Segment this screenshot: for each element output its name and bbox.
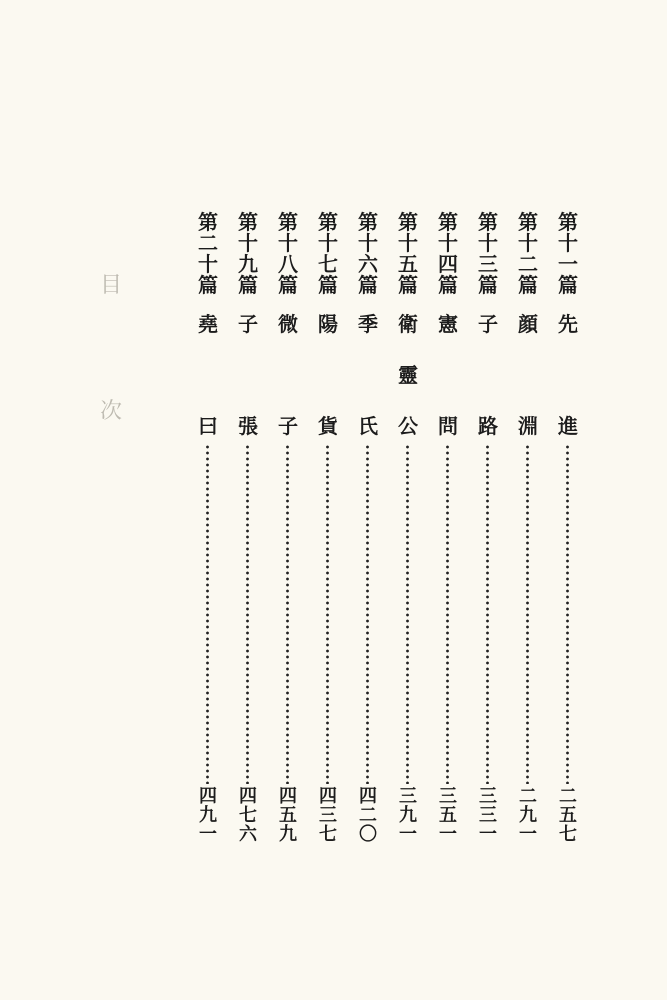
chapter-number <box>313 212 343 296</box>
toc-entry[interactable] <box>353 210 383 845</box>
chapter-char: 篇 <box>318 273 338 297</box>
chapter-title: 貨 <box>318 414 338 438</box>
chapter-title: 路 <box>478 414 498 438</box>
chapter-number <box>233 212 263 296</box>
page-number: 四 五 九 <box>279 786 297 845</box>
page-number: 四 三 七 <box>319 786 337 845</box>
chapter-char: 篇 <box>198 273 218 297</box>
chapter-number <box>513 212 543 296</box>
chapter-title: 衛 <box>398 312 418 336</box>
chapter-char: 八 <box>278 252 298 276</box>
chapter-number <box>433 212 463 296</box>
page-number: 四 七 六 <box>239 786 257 845</box>
chapter-char: 二 <box>198 231 218 255</box>
chapter-char: 十 <box>478 231 498 255</box>
dot-leader <box>486 444 489 784</box>
toc-entry[interactable] <box>393 210 423 845</box>
chapter-char: 十 <box>278 231 298 255</box>
dot-leader <box>366 444 369 784</box>
chapter-title: 微 <box>278 312 298 336</box>
chapter-number <box>473 212 503 296</box>
chapter-char: 第 <box>398 210 418 234</box>
chapter-char: 三 <box>478 252 498 276</box>
dot-leader <box>246 444 249 784</box>
chapter-char: 第 <box>518 210 538 234</box>
chapter-char: 篇 <box>398 273 418 297</box>
chapter-char: 五 <box>398 252 418 276</box>
chapter-title: 淵 <box>518 414 538 438</box>
dot-leader <box>206 444 209 784</box>
chapter-title: 曰 <box>198 414 218 438</box>
chapter-char: 十 <box>238 231 258 255</box>
toc-entry[interactable] <box>473 210 503 845</box>
side-label-bottom: 次 <box>100 399 123 424</box>
chapter-char: 十 <box>198 252 218 276</box>
dot-leader <box>446 444 449 784</box>
chapter-char: 十 <box>358 231 378 255</box>
dot-leader <box>406 444 409 784</box>
chapter-char: 第 <box>558 210 578 234</box>
chapter-char: 第 <box>358 210 378 234</box>
chapter-title: 顔 <box>518 312 538 336</box>
chapter-title: 氏 <box>358 414 378 438</box>
chapter-number <box>273 212 303 296</box>
chapter-title: 問 <box>438 414 458 438</box>
dot-leader <box>566 444 569 784</box>
toc-entry[interactable] <box>273 210 303 845</box>
chapter-title: 陽 <box>318 312 338 336</box>
page-number: 三 三 一 <box>479 786 497 845</box>
chapter-char: 第 <box>198 210 218 234</box>
chapter-char: 十 <box>318 231 338 255</box>
chapter-char: 九 <box>238 252 258 276</box>
toc-entry[interactable] <box>313 210 343 845</box>
toc-entry[interactable] <box>193 210 223 845</box>
chapter-title: 子 <box>238 312 258 336</box>
chapter-char: 篇 <box>478 273 498 297</box>
page-number: 三 九 一 <box>399 786 417 845</box>
chapter-char: 篇 <box>558 273 578 297</box>
chapter-char: 篇 <box>238 273 258 297</box>
chapter-title: 靈 <box>398 363 418 387</box>
dot-leader <box>326 444 329 784</box>
page-number: 三 五 一 <box>439 786 457 845</box>
chapter-char: 一 <box>558 252 578 276</box>
chapter-title: 季 <box>358 312 378 336</box>
side-label-top: 目 <box>100 273 123 298</box>
dot-leader <box>286 444 289 784</box>
page-number: 二 五 七 <box>559 786 577 845</box>
chapter-char: 第 <box>278 210 298 234</box>
chapter-title: 憲 <box>438 312 458 336</box>
chapter-char: 篇 <box>278 273 298 297</box>
chapter-number <box>553 212 583 296</box>
chapter-title: 子 <box>278 414 298 438</box>
chapter-char: 篇 <box>438 273 458 297</box>
toc-entry[interactable] <box>433 210 463 845</box>
chapter-char: 二 <box>518 252 538 276</box>
dot-leader <box>526 444 529 784</box>
toc-entry[interactable] <box>553 210 583 845</box>
toc-entry[interactable] <box>233 210 263 845</box>
chapter-char: 十 <box>438 231 458 255</box>
chapter-char: 四 <box>438 252 458 276</box>
page-number: 二 九 一 <box>519 786 537 845</box>
toc-entry[interactable] <box>513 210 543 845</box>
chapter-title: 進 <box>558 414 578 438</box>
chapter-char: 十 <box>558 231 578 255</box>
chapter-title: 子 <box>478 312 498 336</box>
chapter-char: 十 <box>398 231 418 255</box>
chapter-char: 第 <box>238 210 258 234</box>
chapter-title: 公 <box>398 414 418 438</box>
chapter-char: 篇 <box>518 273 538 297</box>
page-number: 四 二 〇 <box>359 786 377 845</box>
chapter-title: 堯 <box>198 312 218 336</box>
chapter-char: 六 <box>358 252 378 276</box>
chapter-char: 第 <box>478 210 498 234</box>
chapter-char: 第 <box>318 210 338 234</box>
chapter-number <box>193 212 223 296</box>
chapter-title: 先 <box>558 312 578 336</box>
chapter-char: 第 <box>438 210 458 234</box>
chapter-char: 篇 <box>358 273 378 297</box>
page-number: 四 九 一 <box>199 786 217 845</box>
chapter-char: 七 <box>318 252 338 276</box>
chapter-title: 張 <box>238 414 258 438</box>
chapter-number <box>353 212 383 296</box>
chapter-number <box>393 212 423 296</box>
chapter-char: 十 <box>518 231 538 255</box>
